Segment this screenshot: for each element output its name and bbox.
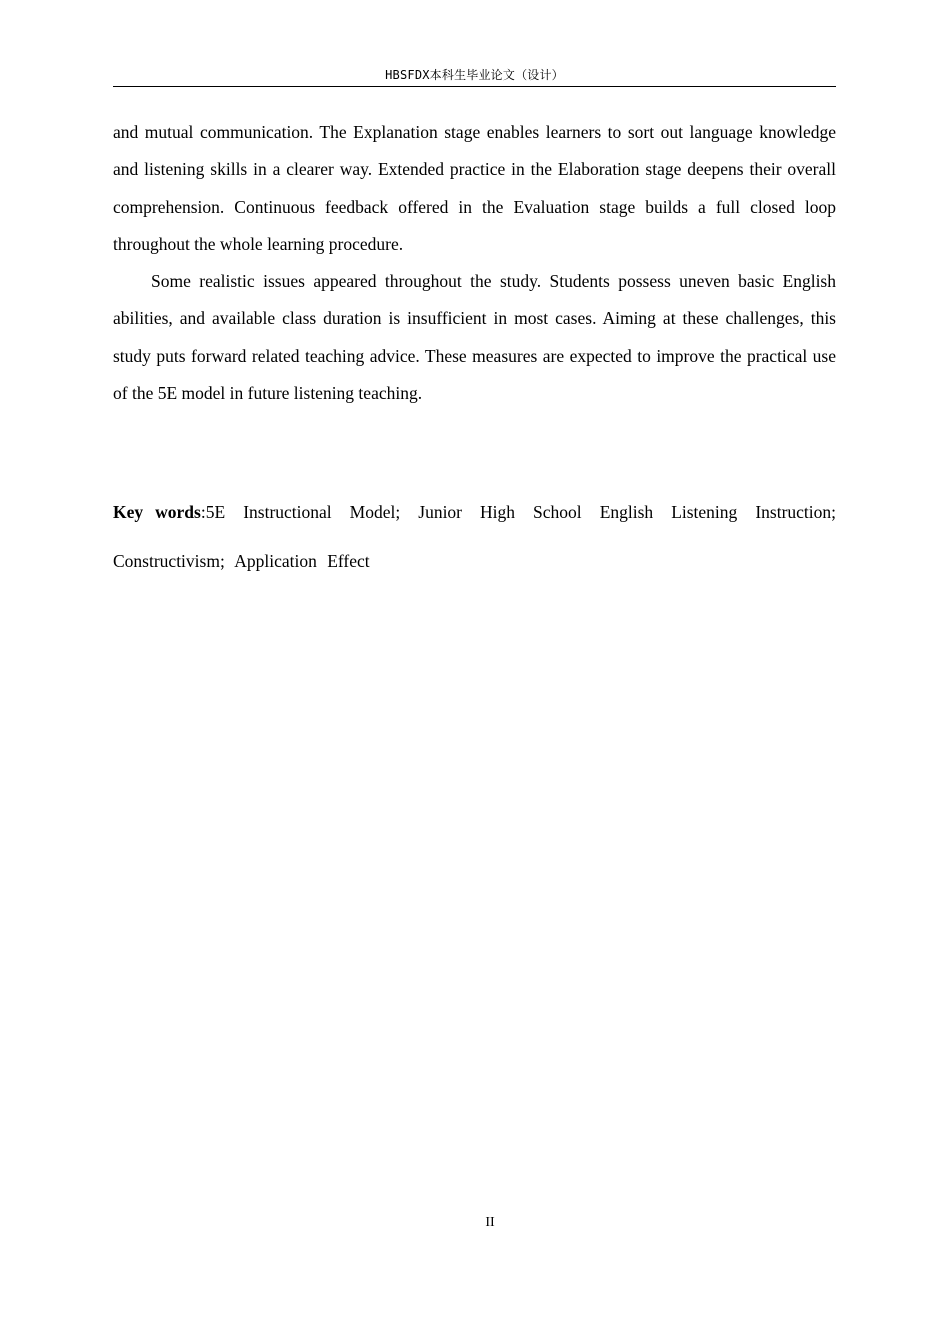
keywords-label: Key words — [113, 502, 201, 522]
header-rule — [113, 86, 836, 87]
running-header: HBSFDX本科生毕业论文（设计） — [385, 68, 564, 82]
keywords-text: 5E Instructional Model; Junior High School English Listening Instruction; Constructivism; Application Effect — [113, 502, 837, 571]
keywords-separator: : — [200, 502, 206, 522]
paragraph-issues: Some realistic issues appeared throughout the study. Students possess uneven basic English abilities, and available class duration is insufficient in most cases. Aiming at these challenges, this study puts forward related teaching advice. These measures are expected to improve the practical use of the 5E model in future listening teaching. — [113, 271, 836, 404]
paragraph-continuation: and mutual communication. The Explanation stage enables learners to sort out language knowledge and listening skills in a clearer way. Extended practice in the Elaboration stage deepens their overall comprehension. Continuous feedback offered in the Evaluation stage builds a full closed loop throughout the whole learning procedure. — [113, 122, 836, 254]
abstract-body — [113, 114, 836, 412]
keywords-block — [113, 488, 836, 586]
page-number: II — [485, 1215, 495, 1230]
